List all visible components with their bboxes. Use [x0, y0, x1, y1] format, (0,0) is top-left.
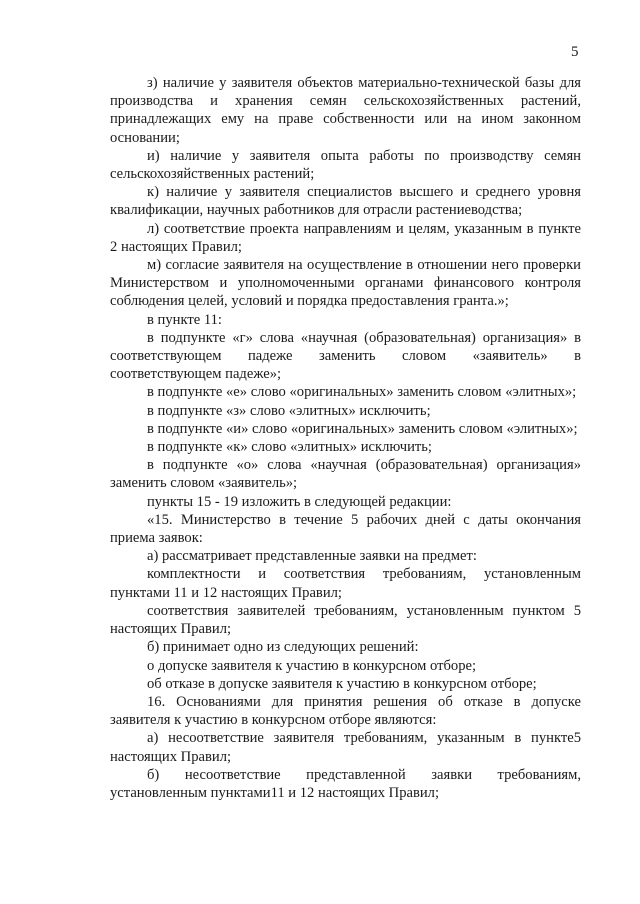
paragraph-15-a-1: комплектности и соответствия требованиям, установленным пунктами 11 и 12 настоящих Правил; [110, 566, 581, 601]
paragraph-subpoint-i: в подпункте «и» слово «оригинальных» заменить словом «элитных»; [147, 420, 578, 437]
paragraph-point-11: в пункте 11: [147, 311, 222, 328]
paragraph-subpoint-e: в подпункте «е» слово «оригинальных» заменить словом «элитных»; [147, 384, 577, 401]
paragraph-15-b-1: о допуске заявителя к участию в конкурсном отборе; [147, 657, 477, 674]
paragraph-z: з) наличие у заявителя объектов материально-технической базы для производства и хранения семян сельскохозяйственных растений, принадлежащих ему на праве собственности или на ином законном основании; [110, 75, 581, 146]
paragraph-subpoint-o: в подпункте «о» слова «научная (образовательная) организация» заменить словом «заявитель»; [110, 457, 581, 492]
paragraph-m: м) согласие заявителя на осуществление в отношении него проверки Министерством и уполномоченными органами финансового контроля соблюдения целей, условий и порядка предоставления гранта.»; [110, 257, 581, 310]
paragraph-16: 16. Основаниями для принятия решения об отказе в допуске заявителя к участию в конкурсном отборе являются: [110, 693, 581, 729]
paragraph-15-b: б) принимает одно из следующих решений: [147, 639, 419, 656]
paragraph-l: л) соответствие проекта направлениям и целям, указанным в пункте 2 настоящих Правил; [110, 220, 581, 255]
page-number: 5 [571, 44, 579, 60]
paragraph-16-b: б) несоответствие представленной заявки требованиям, установленным пунктами11 и 12 настоящих Правил; [110, 766, 581, 801]
paragraph-15-a: а) рассматривает представленные заявки на предмет: [147, 548, 477, 565]
paragraph-k: к) наличие у заявителя специалистов высшего и среднего уровня квалификации, научных работников для отрасли растениеводства; [110, 184, 581, 219]
paragraph-points-15-19: пункты 15 - 19 изложить в следующей редакции: [147, 493, 452, 510]
paragraph-15-a-2: соответствия заявителей требованиям, установленным пунктом 5 настоящих Правил; [110, 602, 581, 638]
paragraph-subpoint-z: в подпункте «з» слово «элитных» исключить; [147, 402, 431, 419]
paragraph-15: «15. Министерство в течение 5 рабочих дней с даты окончания приема заявок: [110, 511, 581, 547]
paragraph-15-b-2: об отказе в допуске заявителя к участию в конкурсном отборе; [147, 675, 537, 692]
document-body [110, 74, 581, 802]
paragraph-subpoint-g: в подпункте «г» слова «научная (образовательная) организация» в соответствующем падеже заменить словом «заявитель» в соответствующем падеже»; [110, 329, 581, 383]
paragraph-i: и) наличие у заявителя опыта работы по производству семян сельскохозяйственных растений; [110, 147, 581, 183]
paragraph-16-a: а) несоответствие заявителя требованиям, указанным в пункте5 настоящих Правил; [110, 730, 581, 765]
paragraph-subpoint-k: в подпункте «к» слово «элитных» исключить; [147, 439, 432, 456]
